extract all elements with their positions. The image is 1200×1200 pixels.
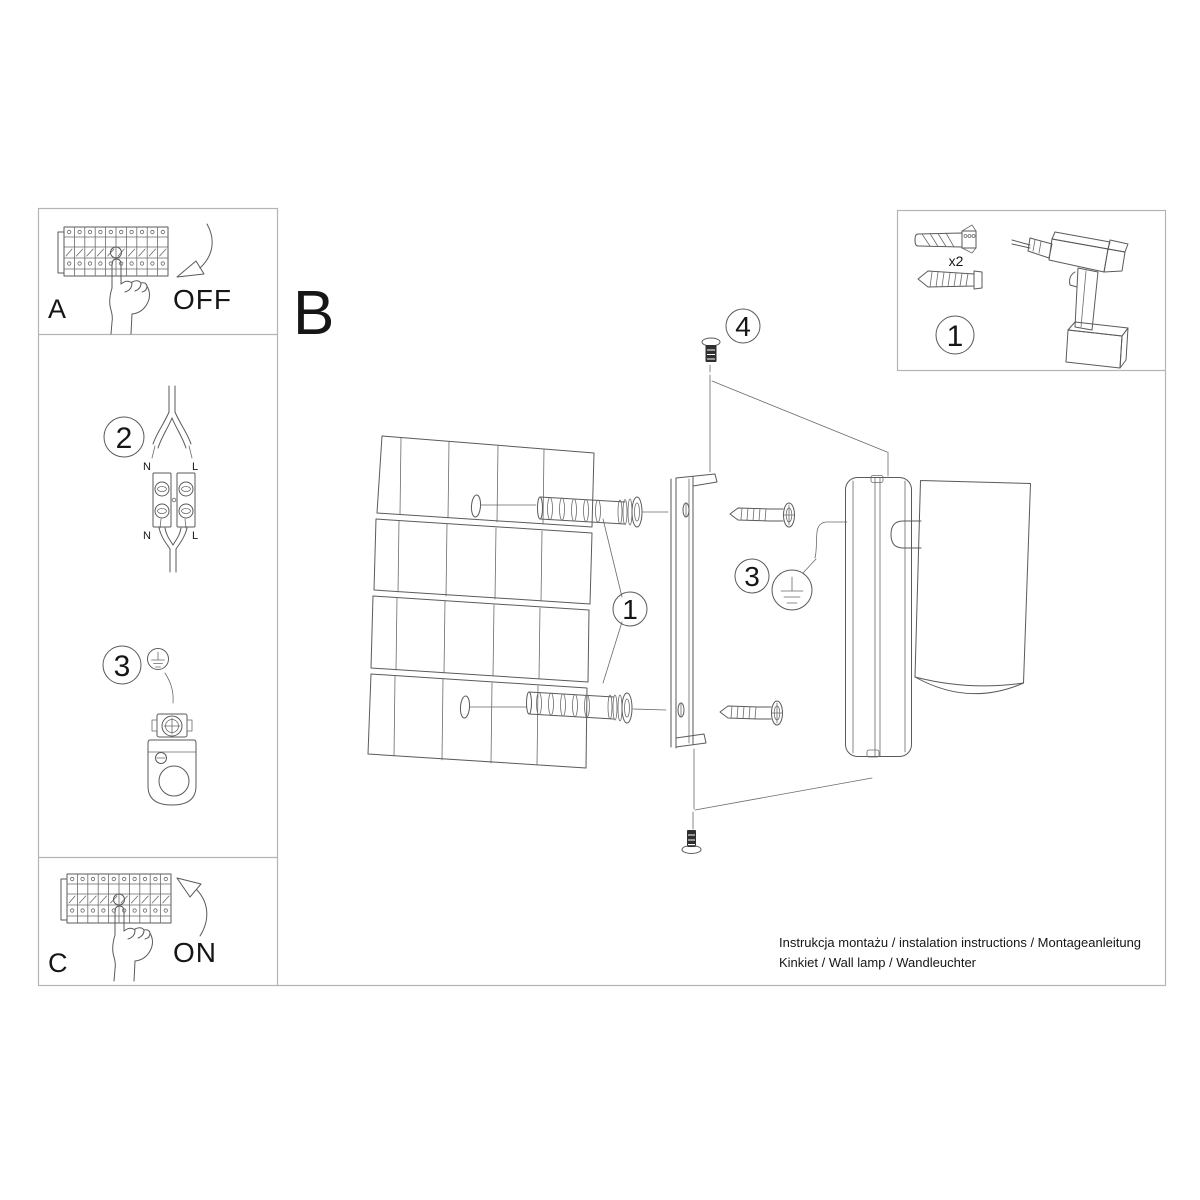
callout-plug bbox=[603, 519, 647, 683]
off-arrow-icon bbox=[177, 224, 212, 277]
wall-plug-top bbox=[538, 497, 669, 527]
mounting-screw-bottom bbox=[720, 701, 783, 725]
callout-screw-number: 4 bbox=[735, 311, 751, 342]
wall-hole-top bbox=[471, 495, 482, 518]
label-l-bottom: L bbox=[191, 530, 199, 542]
label-n-bottom: N bbox=[143, 530, 151, 542]
earth-wire bbox=[815, 522, 847, 558]
step-3-badge: 3 bbox=[113, 650, 131, 683]
label-l-top: L bbox=[191, 461, 199, 473]
mounting-screw-top bbox=[730, 503, 795, 527]
tools-badge: 1 bbox=[946, 320, 964, 353]
panel-c-power-on bbox=[48, 874, 217, 981]
footer-line-2: Kinkiet / Wall lamp / Wandleuchter bbox=[779, 955, 976, 970]
mounting-bracket bbox=[671, 474, 717, 748]
step-wiring bbox=[104, 386, 198, 572]
callout-ground bbox=[735, 522, 847, 610]
step-grounding bbox=[103, 646, 196, 805]
breaker-panel-icon bbox=[58, 227, 168, 276]
panel-c-state: ON bbox=[173, 937, 217, 968]
callout-screw-top bbox=[702, 309, 888, 476]
exploded-view bbox=[293, 279, 1031, 854]
label-n-top: N bbox=[143, 461, 151, 473]
sheet-frame bbox=[39, 209, 1166, 986]
screw-icon bbox=[918, 271, 982, 289]
panel-a-label: A bbox=[48, 294, 67, 324]
on-arrow-icon bbox=[177, 878, 207, 936]
lamp-backplate bbox=[846, 476, 912, 758]
lamp-shade bbox=[915, 481, 1031, 694]
ground-clamp bbox=[152, 714, 192, 737]
footer-line-1: Instrukcja montażu / instalation instructions / Montageanleitung bbox=[779, 935, 1142, 950]
machine-screw-bottom bbox=[682, 749, 872, 854]
cable-diagram bbox=[152, 386, 192, 572]
section-b-label: B bbox=[293, 279, 335, 348]
callout-plug-number: 1 bbox=[622, 594, 638, 625]
ground-symbol-icon bbox=[148, 649, 169, 670]
wall-plug-bottom bbox=[527, 692, 667, 723]
callout-ground-number: 3 bbox=[744, 561, 760, 592]
tools-box bbox=[915, 225, 1128, 368]
step-2-badge: 2 bbox=[115, 422, 133, 455]
tiled-wall bbox=[368, 436, 594, 768]
panel-a-state: OFF bbox=[173, 284, 232, 315]
plug-count-label: x2 bbox=[948, 253, 964, 269]
panel-a-power-off bbox=[48, 224, 232, 334]
breaker-panel-icon bbox=[61, 874, 171, 923]
panel-c-label: C bbox=[48, 948, 68, 978]
ground-wire bbox=[165, 673, 173, 703]
drill-icon bbox=[1012, 232, 1128, 368]
footer bbox=[779, 935, 1141, 970]
mount-lug bbox=[148, 740, 196, 805]
lamp-pivot bbox=[891, 521, 921, 548]
wall-plug-icon bbox=[915, 225, 976, 253]
wall-hole-bottom bbox=[460, 696, 471, 719]
terminal-block bbox=[153, 473, 195, 527]
